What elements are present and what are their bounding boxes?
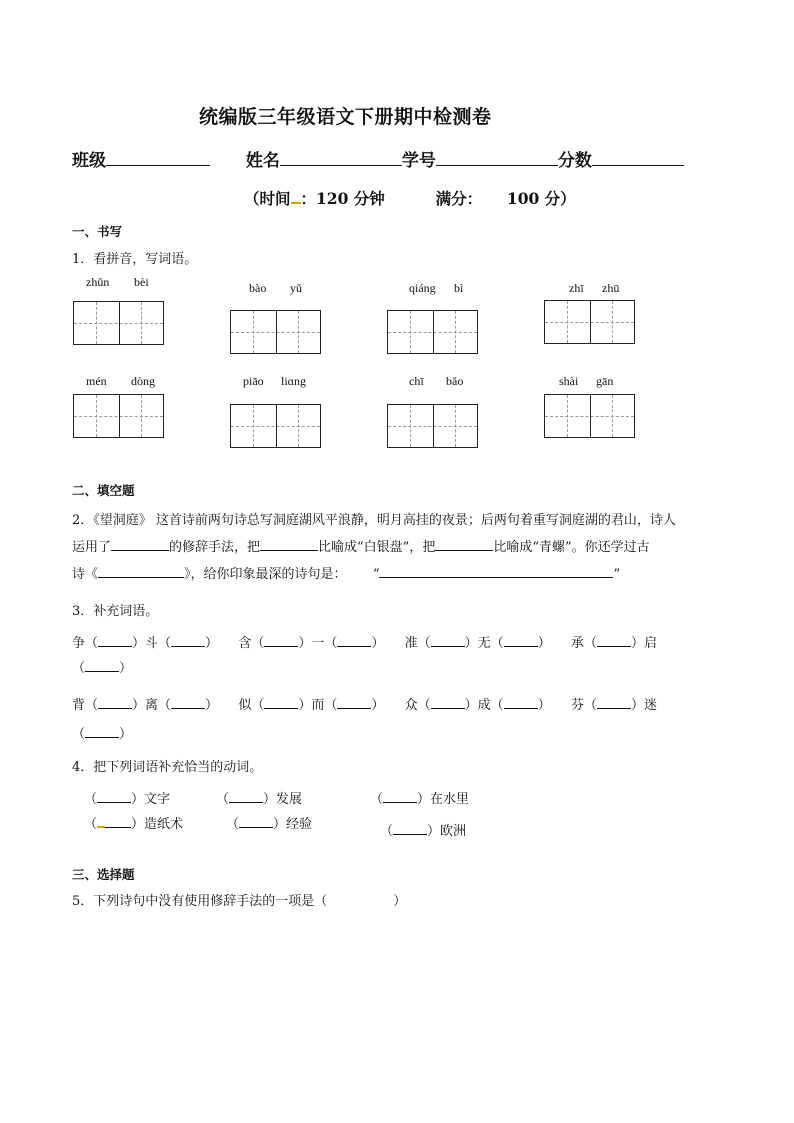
answer-blank[interactable] <box>239 814 273 828</box>
pinyin-3b: bì <box>454 281 464 295</box>
verb-item: （ ）在水里 <box>370 788 469 807</box>
answer-blank[interactable] <box>337 695 371 709</box>
answer-blank[interactable] <box>85 724 119 738</box>
answer-blank[interactable] <box>98 695 132 709</box>
orange-mark <box>291 192 301 204</box>
answer-blank[interactable] <box>171 695 205 709</box>
writing-box[interactable] <box>73 394 164 438</box>
answer-blank[interactable] <box>171 633 205 647</box>
class-field[interactable] <box>106 148 210 166</box>
writing-box[interactable] <box>73 301 164 345</box>
number-field[interactable] <box>436 148 558 166</box>
section-heading-1: 一、书写 <box>72 224 123 239</box>
answer-blank[interactable] <box>597 633 631 647</box>
time-line <box>244 187 576 209</box>
section-heading-3: 三、选择题 <box>72 867 135 882</box>
pinyin-8a: shài <box>559 374 579 388</box>
class-label: 班级 <box>72 151 106 171</box>
time-open: （时间 <box>244 189 291 208</box>
idiom-row-2-cont: （ ） <box>72 723 132 742</box>
question-3-label: 3．补充词语。 <box>72 604 159 619</box>
pinyin-5a: mén <box>86 374 107 388</box>
full-score-label: 满分： <box>435 189 483 208</box>
answer-blank[interactable] <box>264 695 298 709</box>
answer-blank[interactable] <box>597 695 631 709</box>
answer-blank[interactable] <box>85 658 119 672</box>
page-title: 统编版三年级语文下册期中检测卷 <box>199 106 492 128</box>
name-field[interactable] <box>280 148 402 166</box>
score-field[interactable] <box>592 148 684 166</box>
pinyin-1a: zhǔn <box>86 275 110 289</box>
pinyin-2b: yǔ <box>290 281 302 295</box>
writing-box[interactable] <box>387 310 478 354</box>
pinyin-4a: zhī <box>569 281 584 295</box>
idiom-row-1: 争（ ）斗（ ） 含（ ）一（ ） 准（ ）无（ ） 承（ ）启 <box>72 632 657 651</box>
writing-box[interactable] <box>544 300 635 344</box>
answer-blank[interactable] <box>105 814 131 828</box>
pinyin-3a: qiáng <box>409 281 436 295</box>
answer-blank[interactable] <box>229 789 263 803</box>
answer-blank[interactable] <box>383 789 417 803</box>
answer-blank[interactable] <box>431 695 465 709</box>
pinyin-6b: liɑng <box>281 374 306 388</box>
idiom-row-1-cont: （ ） <box>72 657 132 676</box>
idiom-row-2: 背（ ）离（ ） 似（ ）而（ ） 众（ ）成（ ） 芬（ ）迷 <box>72 694 657 713</box>
number-label: 学号 <box>401 151 436 171</box>
section-heading-2: 二、填空题 <box>72 483 135 498</box>
pinyin-7a: chī <box>409 374 424 388</box>
question-2-line-3: 诗《 》，给你印象最深的诗句是： “ ” <box>72 563 620 582</box>
verb-item: （ ）经验 <box>226 813 312 832</box>
pinyin-4b: zhū <box>602 281 620 295</box>
orange-mark <box>97 816 105 828</box>
answer-blank[interactable] <box>504 695 538 709</box>
verb-item: （ ）文字 <box>84 788 170 807</box>
question-5-label: 5．下列诗句中没有使用修辞手法的一项是（ ） <box>72 894 407 909</box>
pinyin-7b: bǎo <box>446 374 464 388</box>
writing-box[interactable] <box>544 394 635 438</box>
question-2-line-1: 2．《望洞庭》 这首诗前两句诗总写洞庭湖风平浪静，明月高挂的夜景；后两句着重写洞庭湖的君山，诗人 <box>72 513 676 528</box>
answer-blank[interactable] <box>393 821 427 835</box>
pinyin-2a: bào <box>249 281 267 295</box>
answer-blank[interactable] <box>435 537 493 551</box>
pinyin-1b: bèi <box>134 275 149 289</box>
question-1-label: 1．看拼音，写词语。 <box>72 252 198 267</box>
pinyin-6a: piāo <box>243 374 264 388</box>
pinyin-8b: gān <box>596 374 614 388</box>
score-label: 分数 <box>557 151 592 171</box>
time-duration: ：120 分钟 <box>300 189 385 208</box>
answer-blank[interactable] <box>504 633 538 647</box>
answer-blank[interactable] <box>337 633 371 647</box>
answer-blank[interactable] <box>431 633 465 647</box>
pinyin-5b: dòng <box>131 374 155 388</box>
question-2-line-2: 运用了 的修辞手法，把 比喻成“白银盘”，把 比喻成“青螺”。你还学过古 <box>72 536 650 555</box>
answer-blank[interactable] <box>379 564 613 578</box>
question-4-label: 4．把下列词语补充恰当的动词。 <box>72 760 263 775</box>
writing-box[interactable] <box>387 404 478 448</box>
answer-blank[interactable] <box>260 537 318 551</box>
writing-box[interactable] <box>230 310 321 354</box>
writing-box[interactable] <box>230 404 321 448</box>
name-label: 姓名 <box>245 151 280 171</box>
verb-item: （ ）欧洲 <box>380 820 466 839</box>
verb-item: （ ）造纸术 <box>84 813 183 832</box>
answer-blank[interactable] <box>98 564 184 578</box>
full-score-value: 100 分） <box>506 189 576 208</box>
answer-blank[interactable] <box>98 633 132 647</box>
student-info-line <box>72 146 684 171</box>
answer-blank[interactable] <box>111 537 169 551</box>
verb-item: （ ）发展 <box>216 788 302 807</box>
answer-blank[interactable] <box>97 789 131 803</box>
answer-blank[interactable] <box>264 633 298 647</box>
